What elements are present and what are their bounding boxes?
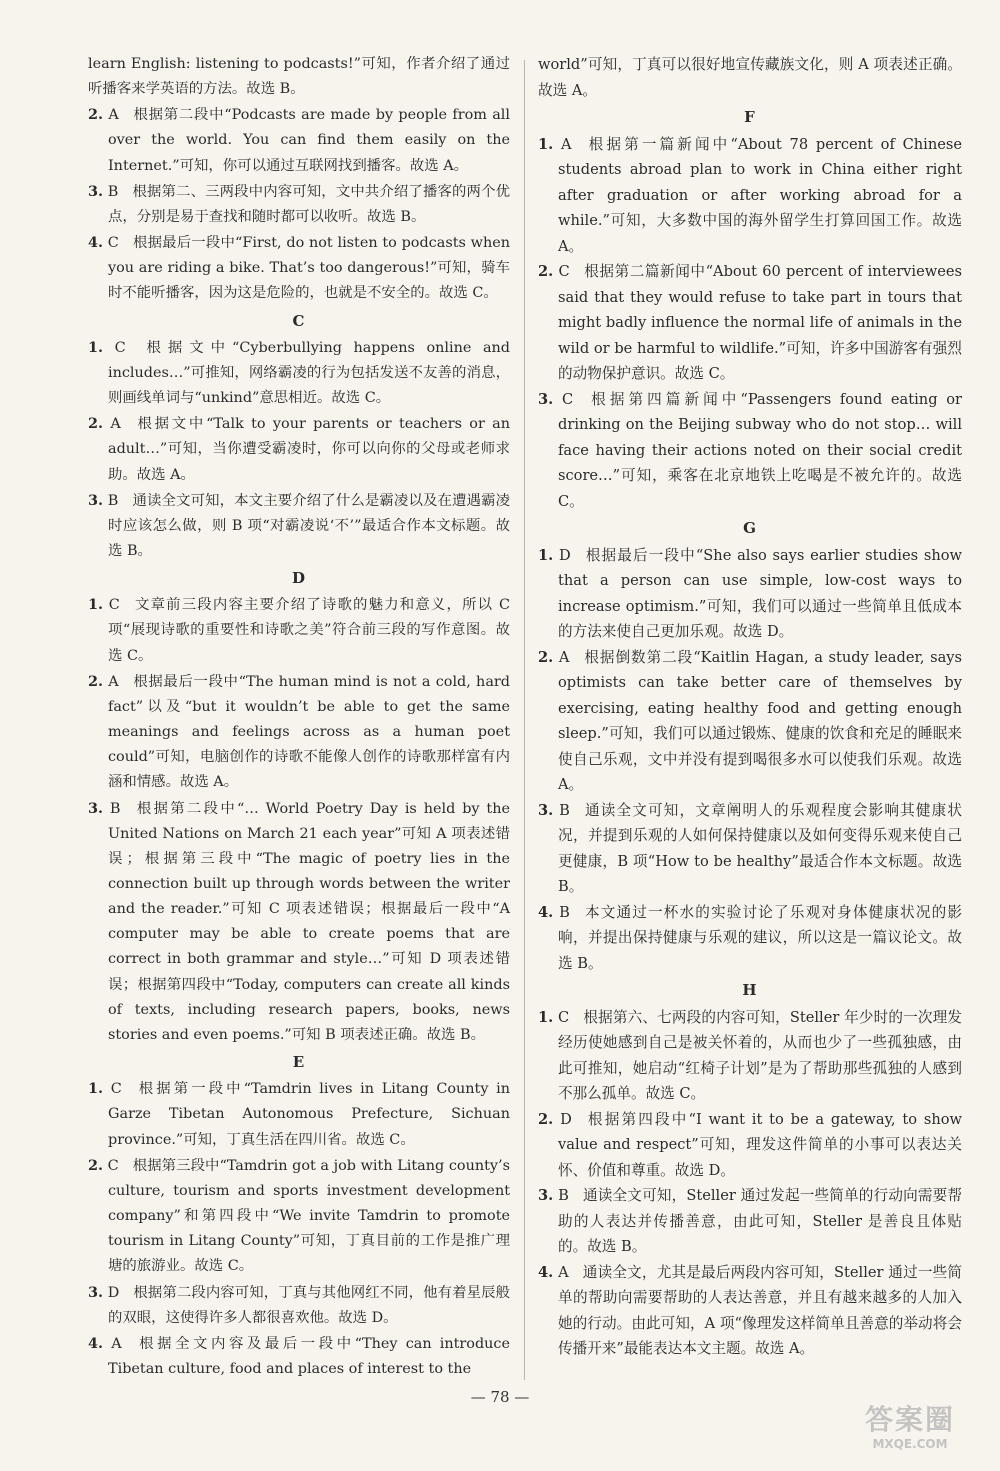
- question-number: 1.: [88, 338, 104, 356]
- explanation-text: 本文通过一杯水的实验讨论了乐观对身体健康状况的影响，并提出保持健康与乐观的建议，所以这是一篇议论文。故选 B。: [558, 903, 962, 972]
- answer-item: [538, 1183, 962, 1260]
- answer-item: [538, 900, 962, 977]
- answer-item: [88, 1076, 510, 1152]
- explanation-text: 根据文中“Talk to your parents or teachers or an adult…”可知，当你遭受霸凌时，你可以向你的父母或老师求助。故选 A。: [108, 416, 510, 483]
- answer-letter: A: [108, 673, 119, 690]
- section-heading: D: [291, 569, 306, 588]
- explanation-text: 根据第二段中“… World Poetry Day is held by the United Nations on March 21 each year”可知 A 项表述错误；根据第三段中“The magic of poetry lies in the connection built up through words between the writer and the reader.”可知 C 项表述错误；根据最后一段中“A computer may be able to create poems that are correct in both grammar and style…”可知 D 项表述错误；根据第四段中“Today, computers can create all kinds of texts, including research papers, books, news stories and even poems.”可知 B 项表述正确。故选 B。: [108, 800, 510, 1043]
- answer-item: [538, 798, 962, 900]
- explanation-text: 根据最后一段中“The human mind is not a cold, hard fact”以及“but it wouldn’t be able to get the same meanings and feelings across as a human poet could”可知，电脑创作的诗歌不能像人创作的诗歌那样富有内涵和情感。故选 A。: [108, 673, 511, 791]
- explanation-text: 根据倒数第二段“Kaitlin Hagan, a study leader, says optimists can take better care of themselves by exercising, eating healthy food and getting enough sleep.”可知，我们可以通过锻炼、健康的饮食和充足的睡眠来使自己乐观，文中并没有提到喝很多水可以使我们乐观。故选 A。: [558, 648, 963, 793]
- answer-item: [88, 335, 510, 411]
- answer-letter: B: [107, 183, 119, 200]
- explanation-text: 根据第四段中“I want it to be a gateway, to show value and respect”可知，理发这件简单的小事可以表达关怀、价值和尊重。故选 D。: [558, 1110, 963, 1179]
- question-number: 3.: [88, 182, 104, 200]
- explanation-text: 根据第二、三两段中内容可知，文中共介绍了播客的两个优点，分别是易于查找和随时都可以收听。故选 B。: [108, 183, 510, 225]
- answer-item: [538, 387, 962, 515]
- answer-item: [538, 543, 962, 645]
- continued-text: world”可知，丁真可以很好地宣传藏族文化，则 A 项表述正确。故选 A。: [538, 56, 962, 99]
- answer-item: [538, 259, 962, 387]
- answer-letter: B: [109, 800, 121, 817]
- explanation-text: 根据第一篇新闻中“About 78 percent of Chinese students abroad plan to work in China either right after graduation or after working abroad for a while.”可知，大多数中国的海外留学生打算回国工作。故选 A。: [558, 135, 962, 255]
- answer-item: [88, 669, 510, 796]
- explanation-text: 根据文中“Cyberbullying happens online and includes…”可推知，网络霸凌的行为包括发送不友善的消息，则画线单词与“unkind”意思相近。故选 C。: [108, 339, 510, 407]
- question-number: 4.: [538, 1263, 554, 1281]
- answer-letter: C: [561, 390, 574, 408]
- question-number: 2.: [88, 1156, 104, 1174]
- question-number: 1.: [88, 596, 104, 614]
- answer-letter: C: [110, 1081, 122, 1098]
- question-number: 3.: [88, 799, 104, 817]
- question-number: 2.: [538, 1110, 554, 1128]
- answer-letter: C: [114, 339, 126, 356]
- answer-letter: C: [107, 1157, 119, 1174]
- answer-letter: D: [559, 546, 571, 564]
- question-number: 4.: [88, 1334, 104, 1352]
- explanation-text: 通读全文可知，文章阐明人的乐观程度会影响其健康状况，并提到乐观的人如何保持健康以及如何变得乐观来使自己更健康，B 项“How to be healthy”最适合作本文标题。故选 B。: [558, 801, 962, 895]
- watermark-logo: [830, 1404, 990, 1462]
- section-heading: G: [743, 519, 757, 537]
- answer-letter: A: [558, 648, 570, 666]
- question-number: 1.: [538, 1008, 554, 1026]
- explanation-text: 通读全文可知，Steller 通过发起一些简单的行动向需要帮助的人表达并传播善意，由此可知，Steller 是善良且体贴的。故选 B。: [558, 1187, 963, 1255]
- answer-item: [538, 1260, 962, 1362]
- answer-letter: A: [561, 135, 572, 153]
- answer-letter: B: [558, 1187, 569, 1204]
- answer-item: [88, 1280, 510, 1331]
- explanation-text: 根据第三段中“Tamdrin got a job with Litang county’s culture, tourism and sports investment development company”和第四段中“We invite Tamdrin to promote tourism in Litang County”可知，丁真目前的工作是推广理塘的旅游业。故选 C。: [108, 1157, 510, 1275]
- question-number: 2.: [538, 648, 554, 666]
- section-heading: E: [292, 1053, 306, 1072]
- answer-item: [88, 488, 510, 564]
- question-number: 2.: [88, 106, 104, 124]
- answer-item: [88, 411, 510, 487]
- question-number: 1.: [538, 546, 554, 564]
- answer-item: [538, 1107, 962, 1184]
- answer-item: [88, 179, 510, 230]
- explanation-text: 文章前三段内容主要介绍了诗歌的魅力和意义，所以 C 项“展现诗歌的重要性和诗歌之美”符合前三段的写作意图。故选 C。: [108, 597, 510, 664]
- answer-item: [88, 1153, 510, 1280]
- question-number: 4.: [88, 234, 104, 252]
- answer-letter: D: [560, 1110, 572, 1128]
- left-column: [88, 52, 510, 1382]
- answer-letter: B: [559, 801, 570, 819]
- explanation-text: 根据第二篇新闻中“About 60 percent of interviewees said that they would refuse to take part in tours that might badly influence the normal life of animals in the wild or be harmful to wildlife.”可知，许多中国游客有强烈的动物保护意识。故选 C。: [558, 263, 962, 382]
- explanation-text: 根据最后一段中“First, do not listen to podcasts when you are riding a bike. That’s too dangerous!”可知，骑车时不能听播客，因为这是危险的，也就是不安全的。故选 C。: [108, 235, 511, 302]
- question-number: 3.: [538, 1187, 554, 1204]
- answer-letter: C: [558, 263, 570, 280]
- explanation-text: 根据第一段中“Tamdrin lives in Litang County in Garze Tibetan Autonomous Prefecture, Sichuan province.”可知，丁真生活在四川省。故选 C。: [108, 1081, 510, 1148]
- explanation-text: 根据第六、七两段的内容可知，Steller 年少时的一次理发经历使她感到自己是被关怀着的，从而也少了一些孤独感，由此可推知，她启动“红椅子计划”是为了帮助那些孤独的人感到不那么孤单。故选 C。: [558, 1008, 962, 1102]
- answer-item: [538, 645, 962, 798]
- answer-letter: C: [108, 597, 120, 614]
- right-column: [538, 52, 962, 1362]
- section-heading: H: [742, 981, 758, 999]
- answer-letter: C: [107, 235, 119, 252]
- question-number: 4.: [538, 903, 554, 921]
- answer-letter: B: [559, 903, 570, 921]
- question-number: 2.: [538, 263, 554, 280]
- answer-item: [88, 592, 510, 668]
- explanation-text: 根据第四篇新闻中“Passengers found eating or drinking on the Beijing subway who do not stop… will face having their actions noted on their social credit score…”可知，乘客在北京地铁上吃喝是不被允许的。故选 C。: [558, 390, 962, 510]
- question-number: 3.: [538, 801, 554, 819]
- answer-item: [88, 102, 510, 178]
- section-heading: F: [744, 108, 756, 126]
- question-number: 1.: [538, 135, 554, 153]
- answer-letter: A: [110, 416, 121, 433]
- question-number: 2.: [88, 415, 104, 433]
- question-number: 3.: [88, 1283, 104, 1301]
- question-number: 3.: [88, 491, 104, 509]
- question-number: 3.: [538, 390, 554, 408]
- answer-item: [88, 796, 510, 1049]
- explanation-text: 根据第二段中“Podcasts are made by people from all over the world. You can find them easily on the Internet.”可知，你可以通过互联网找到播客。故选 A。: [108, 107, 511, 174]
- answer-letter: C: [558, 1008, 570, 1026]
- watermark-url: MXQE.COM: [872, 1437, 948, 1451]
- column-divider: [524, 60, 525, 1380]
- answer-letter: D: [107, 1284, 120, 1301]
- watermark-title: 答案圈: [864, 1403, 955, 1436]
- explanation-text: 通读全文，尤其是最后两段内容可知，Steller 通过一些简单的帮助向需要帮助的人表达善意，并且有越来越多的人加入她的行动。由此可知，A 项“像理发这样简单且善意的举动将会传播开来”最能表达本文主题。故选 A。: [558, 1263, 962, 1357]
- answer-letter: A: [558, 1263, 569, 1281]
- page-number: — 78 —: [470, 1388, 530, 1406]
- question-number: 1.: [88, 1080, 104, 1098]
- question-number: 2.: [88, 672, 104, 690]
- section-heading: C: [292, 311, 306, 330]
- answer-letter: B: [107, 492, 119, 509]
- answer-letter: A: [111, 1335, 122, 1352]
- continued-text: learn English: listening to podcasts!”可知，作者介绍了通过听播客来学英语的方法。故选 B。: [88, 56, 510, 98]
- answer-item: [88, 1331, 510, 1382]
- answer-letter: A: [108, 107, 119, 124]
- explanation-text: 根据全文内容及最后一段中“They can introduce Tibetan culture, food and places of interest to the: [108, 1335, 511, 1377]
- explanation-text: 根据最后一段中“She also says earlier studies show that a person can use simple, low-cost ways to increase optimism.”可知，我们可以通过一些简单且低成本的方法来使自己更加乐观。故选 D。: [558, 546, 962, 640]
- explanation-text: 根据第二段内容可知，丁真与其他网红不同，他有着星辰般的双眼，这使得许多人都很喜欢他。故选 D。: [108, 1284, 510, 1326]
- answer-item: [88, 230, 510, 306]
- explanation-text: 通读全文可知，本文主要介绍了什么是霸凌以及在遭遇霸凌时应该怎么做，则 B 项“对霸凌说‘不’”最适合作本文标题。故选 B。: [108, 492, 510, 559]
- answer-item: [538, 132, 962, 260]
- answer-item: [538, 1005, 962, 1107]
